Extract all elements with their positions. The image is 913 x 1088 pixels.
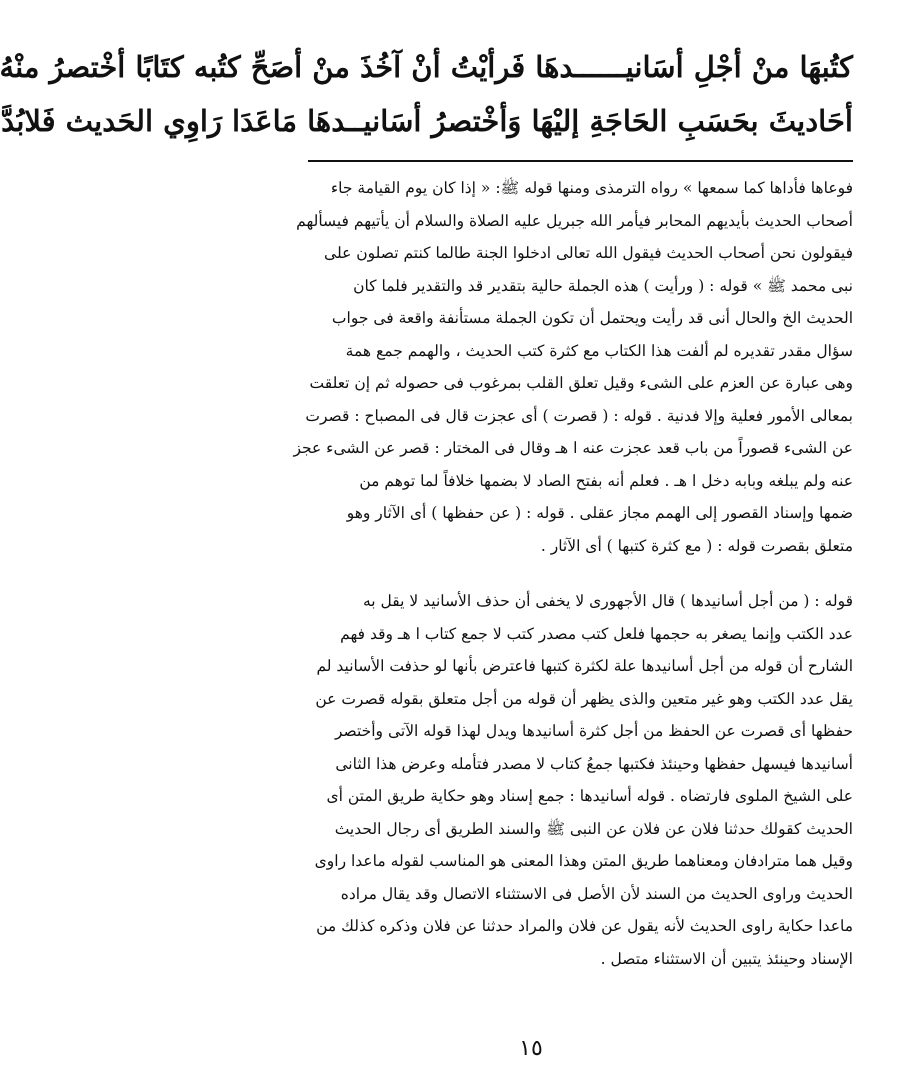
matn-text [0, 40, 853, 148]
commentary-line: متعلق بقصرت قوله : ( مع كثرة كتبها ) أى الآثار . [540, 536, 853, 555]
commentary-line: سؤال مقدر تقديره لم ألفت هذا الكتاب مع كثرة كتب الحديث ، والهمم جمع همة [345, 341, 853, 360]
commentary-line: أسانيدها فيسهل حفظها وحينئذ فكتبها جمعُ كتاب لا مصدر فتأمله وعرض هذا الثانى [335, 754, 853, 773]
commentary-line: ماعدا حكاية راوى الحديث لأنه يقول عن فلان والمراد حدثنا عن فلان وذكره كذلك من [316, 917, 853, 935]
commentary-line: وهى عبارة عن العزم على الشىء وقيل تعلق القلب بمرغوب فى حصوله ثم إن تعلقت [309, 374, 853, 392]
commentary-line: أصحاب الحديث بأيديهم المحابر فيأمر الله جبريل عليه الصلاة والسلام أن يأتيهم فيسألهم [296, 211, 853, 230]
commentary-line: فيقولون نحن أصحاب الحديث فيقول الله تعالى ادخلوا الجنة طالما كنتم تصلون على [324, 244, 853, 262]
commentary-line: على الشيخ الملوى فارتضاه . قوله أسانيدها : جمع إسناد وهو حكاية طريق المتن أى [326, 787, 853, 805]
commentary-line: عن الشىء قصوراً من باب قعد عجزت عنه ا هـ وقال فى المختار : قصر عن الشىء عجز [293, 439, 853, 457]
commentary-line: الشارح أن قوله من أجل أسانيدها علة لكثرة كتبها فاعترض بأنها لو حذفت الأسانيد لم [316, 657, 853, 675]
separator-rule [308, 160, 853, 162]
commentary-line: فوعاها فأداها كما سمعها » رواه الترمذى ومنها قوله ﷺ: « إذا كان يوم القيامة جاء [330, 179, 853, 197]
commentary-line: الحديث الخ والحال أنى قد رأيت ويحتمل أن تكون الجملة مستأنفة واقعة فى جواب [331, 309, 853, 327]
commentary-line: عنه ولم يبلغه وبابه دخل ا هـ . فعلم أنه بفتح الصاد لا بضمها خلافاً لما توهم من [359, 471, 853, 490]
matn-line: كتُبهَا منْ أجْلِ أسَانيــــــدهَا فَرأيْتُ أنْ آخُذَ منْ أصَحِّ كتُبه كتَابًا أخْتصرُ منْهُ [0, 50, 853, 84]
commentary-line: يقل عدد الكتب وهو غير متعين والذى يظهر أن قوله من أجل متعلق بقوله قصرت عن [315, 689, 853, 708]
commentary-line: وقيل هما مترادفان ومعناهما طريق المتن وهذا المعنى هو المناسب لقوله ماعدا راوى [314, 852, 853, 870]
page-number: ١٥ [519, 1036, 543, 1061]
matn-line: أحَاديثَ بحَسَبِ الحَاجَةِ إليْهَا وَأخْتصرُ أسَانيــدهَا مَاعَدَا رَاوِي الحَديث فَلابُدَّ [1, 104, 853, 138]
commentary-line: الحديث كقولك حدثنا فلان عن فلان عن النبى ﷺ والسند الطريق أى رجال الحديث [334, 819, 853, 838]
commentary-line: الإسناد وحينئذ يتبين أن الاستثناء متصل . [600, 949, 853, 968]
commentary-line: قوله : ( من أجل أسانيدها ) قال الأجهورى لا يخفى أن حذف الأسانيد لا يقل به [363, 592, 853, 610]
commentary-paragraph-1 [189, 172, 853, 562]
commentary-line: حفظها أى قصرت عن الحفظ من أجل كثرة أسانيدها ويدل لهذا قوله الآتى وأختصر [334, 722, 853, 740]
commentary-line: الحديث وراوى الحديث من السند لأن الأصل فى الاستثناء الاتصال وقد يقال مراده [340, 884, 853, 903]
commentary-line: بمعالى الأمور فعلية وإلا فدنية . قوله : ( قصرت ) أى عجزت قال فى المصباح : قصرت [305, 406, 853, 425]
commentary-paragraph-2 [189, 585, 853, 975]
commentary-line: عدد الكتب وإنما يصغر به حجمها فلعل كتب مصدر كتب لا جمع كتاب ا هـ وقد فهم [340, 624, 853, 643]
commentary-line: نبى محمد ﷺ » قوله : ( ورأيت ) هذه الجملة حالية بتقدير قد والتقدير فلما كان [353, 276, 853, 295]
commentary-line: ضمها وإسناد القصور إلى الهمم مجاز عقلى . قوله : ( عن حفظها ) أى الآثار وهو [346, 504, 853, 522]
